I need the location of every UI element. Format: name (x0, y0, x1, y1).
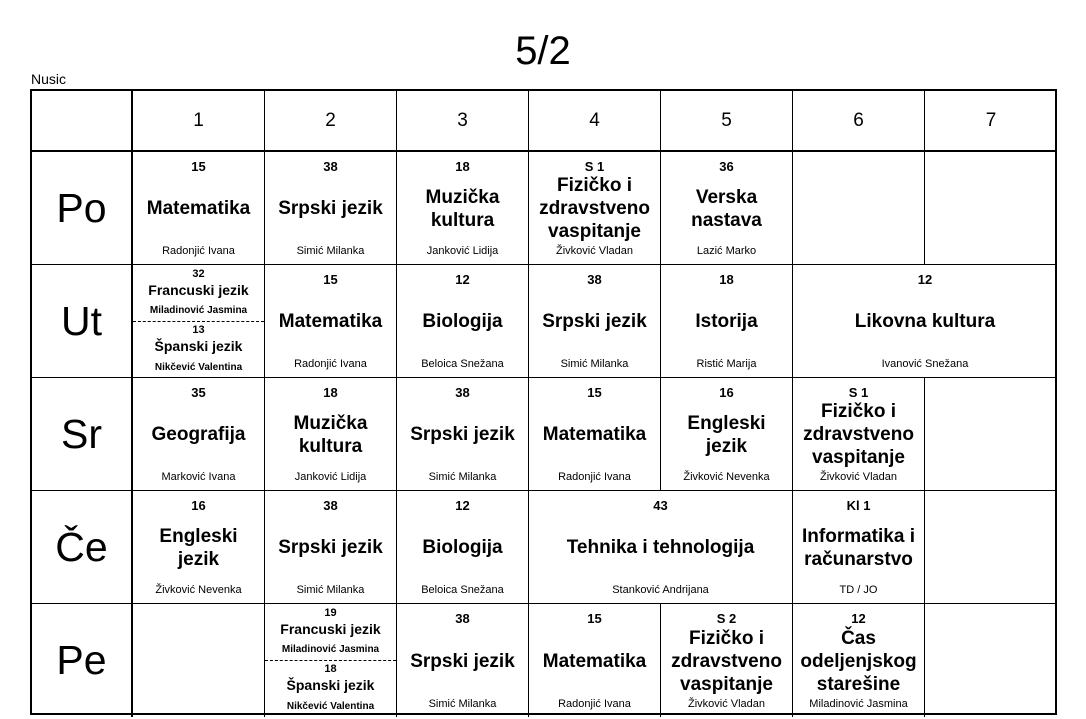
lesson-subject: Fizičko i zdravstveno vaspitanje (539, 175, 650, 242)
period-header-1: 1 (133, 91, 265, 152)
lesson-teacher: Ristić Marija (696, 358, 757, 370)
lesson-ce-6[interactable] (793, 491, 925, 604)
lesson-room: 32 (192, 268, 205, 280)
lesson-teacher: Lazić Marko (696, 245, 757, 257)
empty-pe-1 (133, 604, 265, 717)
day-label-sr: Sr (32, 378, 133, 491)
group-a (133, 265, 264, 322)
lesson-subject: Francuski jezik (148, 282, 249, 298)
lesson-sr-6[interactable] (793, 378, 925, 491)
lesson-teacher: Simić Milanka (296, 584, 365, 596)
lesson-room: 38 (323, 159, 338, 174)
lesson-teacher: Živković Vladan (819, 471, 898, 483)
lesson-subject: Matematika (146, 198, 251, 219)
lesson-teacher: Radonjić Ivana (162, 245, 235, 257)
lesson-room: 13 (192, 324, 205, 336)
lesson-ut-1[interactable] (133, 265, 265, 378)
lesson-teacher: Miladinović Jasmina (149, 305, 248, 316)
lesson-room: 38 (455, 611, 470, 626)
lesson-room: 16 (191, 498, 206, 513)
lesson-subject: Srpski jezik (410, 650, 515, 672)
lesson-ce-4-5[interactable] (529, 491, 793, 604)
timetable-grid (30, 89, 1057, 715)
lesson-subject: Fizičko i zdravstveno vaspitanje (803, 401, 914, 468)
lesson-teacher: TD / JO (839, 584, 878, 596)
empty-ce-7 (925, 491, 1057, 604)
lesson-ce-3[interactable] (397, 491, 529, 604)
lesson-teacher: Miladinović Jasmina (809, 698, 908, 710)
lesson-pe-2[interactable] (265, 604, 397, 717)
lesson-room: 19 (324, 607, 337, 619)
lesson-teacher: Nikčević Valentina (154, 362, 243, 373)
lesson-subject: Španski jezik (154, 338, 243, 354)
empty-pe-7 (925, 604, 1057, 717)
lesson-teacher: Radonjić Ivana (558, 698, 631, 710)
lesson-ce-2[interactable] (265, 491, 397, 604)
lesson-room: 38 (587, 272, 602, 287)
lesson-ut-3[interactable] (397, 265, 529, 378)
lesson-sr-1[interactable] (133, 378, 265, 491)
lesson-teacher: Nikčević Valentina (286, 701, 375, 712)
lesson-subject: Informatika i računarstvo (802, 525, 915, 570)
lesson-po-2[interactable] (265, 152, 397, 265)
class-title: 5/2 (515, 29, 571, 73)
lesson-subject: Biologija (422, 537, 503, 558)
lesson-po-1[interactable] (133, 152, 265, 265)
lesson-subject: Geografija (151, 424, 246, 445)
lesson-ut-2[interactable] (265, 265, 397, 378)
lesson-room: 38 (455, 385, 470, 400)
lesson-room: S 1 (848, 385, 869, 400)
lesson-sr-4[interactable] (529, 378, 661, 491)
lesson-room: 15 (587, 611, 602, 626)
lesson-teacher: Živković Nevenka (683, 471, 770, 483)
lesson-subject: Engleski jezik (159, 525, 238, 570)
lesson-po-4[interactable] (529, 152, 661, 265)
empty-po-6 (793, 152, 925, 265)
empty-po-7 (925, 152, 1057, 265)
lesson-teacher: Simić Milanka (296, 245, 365, 257)
lesson-room: 15 (323, 272, 338, 287)
lesson-pe-5[interactable] (661, 604, 793, 717)
lesson-sr-3[interactable] (397, 378, 529, 491)
period-header-4: 4 (529, 91, 661, 152)
period-header-7: 7 (925, 91, 1057, 152)
lesson-po-3[interactable] (397, 152, 529, 265)
lesson-subject: Tehnika i tehnologija (566, 537, 755, 558)
lesson-room: 16 (719, 385, 734, 400)
lesson-subject: Srpski jezik (410, 424, 515, 445)
lesson-ut-4[interactable] (529, 265, 661, 378)
lesson-room: 15 (587, 385, 602, 400)
lesson-po-5[interactable] (661, 152, 793, 265)
lesson-pe-3[interactable] (397, 604, 529, 717)
day-label-pe: Pe (32, 604, 133, 717)
lesson-sr-2[interactable] (265, 378, 397, 491)
lesson-ut-5[interactable] (661, 265, 793, 378)
lesson-room: S 2 (716, 611, 737, 626)
lesson-subject: Fizičko i zdravstveno vaspitanje (671, 627, 782, 695)
period-header-6: 6 (793, 91, 925, 152)
lesson-subject: Francuski jezik (280, 621, 381, 637)
lesson-subject: Matematika (278, 311, 383, 332)
lesson-teacher: Simić Milanka (428, 698, 497, 710)
lesson-subject: Verska nastava (691, 186, 762, 231)
lesson-ut-6-7[interactable] (793, 265, 1057, 378)
lesson-ce-1[interactable] (133, 491, 265, 604)
lesson-teacher: Marković Ivana (161, 471, 236, 483)
lesson-room: Kl 1 (846, 498, 871, 513)
lesson-teacher: Janković Lidija (426, 245, 499, 257)
group-b (265, 660, 396, 716)
lesson-teacher: Radonjić Ivana (294, 358, 367, 370)
lesson-teacher: Živković Vladan (555, 245, 634, 257)
lesson-room: 38 (323, 498, 338, 513)
lesson-room: 36 (719, 159, 734, 174)
lesson-sr-5[interactable] (661, 378, 793, 491)
lesson-subject: Muzička kultura (293, 412, 368, 457)
lesson-pe-4[interactable] (529, 604, 661, 717)
lesson-teacher: Janković Lidija (294, 471, 367, 483)
lesson-room: 12 (455, 272, 470, 287)
lesson-room: S 1 (584, 159, 605, 174)
school-name: Nusic (31, 71, 67, 87)
lesson-teacher: Živković Vladan (687, 698, 766, 710)
lesson-subject: Biologija (422, 311, 503, 332)
lesson-teacher: Beloica Snežana (421, 358, 504, 370)
day-label-ut: Ut (32, 265, 133, 378)
lesson-teacher: Radonjić Ivana (558, 471, 631, 483)
lesson-subject: Matematika (542, 424, 647, 445)
lesson-subject: Srpski jezik (278, 537, 383, 558)
group-b (133, 321, 264, 377)
lesson-subject: Istorija (695, 311, 758, 332)
lesson-teacher: Simić Milanka (560, 358, 629, 370)
lesson-teacher: Beloica Snežana (421, 584, 504, 596)
group-a (265, 604, 396, 661)
corner-cell (32, 91, 133, 152)
lesson-teacher: Ivanović Snežana (881, 358, 969, 370)
lesson-subject: Muzička kultura (425, 186, 500, 231)
lesson-subject: Srpski jezik (278, 198, 383, 219)
day-label-po: Po (32, 152, 133, 265)
lesson-room: 12 (917, 272, 933, 287)
lesson-teacher: Simić Milanka (428, 471, 497, 483)
empty-sr-7 (925, 378, 1057, 491)
lesson-room: 35 (191, 385, 206, 400)
period-header-5: 5 (661, 91, 793, 152)
lesson-room: 18 (455, 159, 470, 174)
period-header-2: 2 (265, 91, 397, 152)
lesson-subject: Španski jezik (286, 677, 375, 693)
lesson-room: 43 (653, 498, 668, 513)
lesson-teacher: Živković Nevenka (155, 584, 242, 596)
lesson-room: 18 (324, 663, 337, 675)
lesson-room: 15 (191, 159, 206, 174)
lesson-teacher: Stanković Andrijana (612, 584, 709, 596)
period-header-3: 3 (397, 91, 529, 152)
lesson-room: 12 (455, 498, 470, 513)
lesson-room: 12 (851, 611, 866, 626)
lesson-subject: Srpski jezik (542, 311, 647, 332)
lesson-room: 18 (323, 385, 338, 400)
lesson-subject: Čas odeljenjskog starešine (800, 627, 917, 695)
lesson-teacher: Miladinović Jasmina (281, 644, 380, 655)
day-label-ce: Če (32, 491, 133, 604)
lesson-pe-6[interactable] (793, 604, 925, 717)
lesson-room: 18 (719, 272, 734, 287)
lesson-subject: Matematika (542, 650, 647, 672)
lesson-subject: Engleski jezik (687, 412, 766, 457)
lesson-subject: Likovna kultura (854, 311, 996, 332)
